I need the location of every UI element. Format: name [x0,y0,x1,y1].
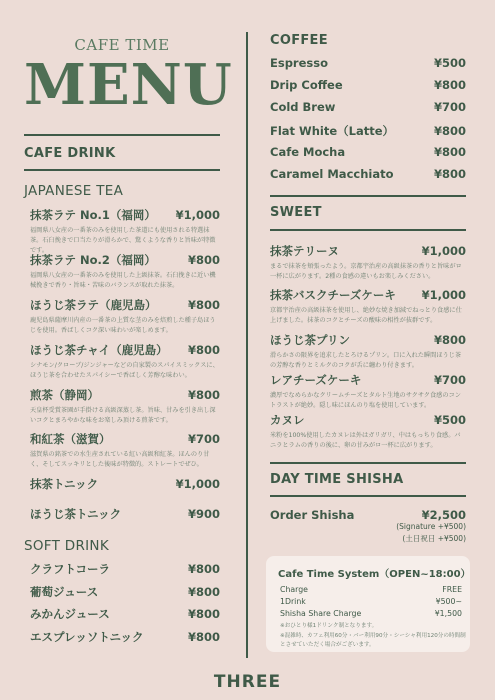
menu-item-matcha-latte-1 [30,207,220,256]
menu-item-mikan-juice [30,606,220,622]
menu-title: MENU [24,52,233,118]
system-note: ※おひとり様1ドリンク制となります。 [280,623,378,629]
item-price: ¥500 [433,56,466,70]
divider [24,169,220,171]
item-description: シナモン/クローブ/ジンジャーなどの自家製のスパイスミックスに、ほうじ茶を合わせたスパイシーで香ばしく芳醇な味わい。 [30,362,219,379]
system-label: Shisha Share Charge [280,609,362,618]
shisha-note-weekend: (土日祝日 +¥500) [402,534,466,543]
item-name: 抹茶ラテ No.1（福岡） [30,208,156,222]
section-sweet: SWEET [270,205,322,220]
item-price: ¥800 [433,145,466,159]
menu-item-rare-cheesecake [270,372,466,411]
item-price: ¥700 [187,432,220,446]
subsection-japanese-tea: JAPANESE TEA [24,183,124,199]
item-price: ¥800 [433,333,466,347]
item-price: ¥1,000 [175,477,220,491]
item-description: まるで抹茶を頬張ったよう。京都宇治産の高級抹茶の香りと旨味がロ一杯に広がります。2種の食感の違いもお楽しみください。 [270,263,462,280]
divider [270,229,466,231]
divider [270,495,466,497]
menu-item-flat-white [270,123,466,139]
cafe-time-heading: CAFE TIME [74,36,170,54]
system-row-shisha-share [280,609,462,618]
item-price: ¥800 [187,585,220,599]
menu-item-matcha-tonic [30,476,220,492]
item-price: ¥2,500 [421,508,466,522]
menu-item-order-shisha [270,508,466,522]
item-price: ¥800 [187,630,220,644]
item-name: ほうじ茶チャイ（鹿児島） [30,343,168,357]
item-price: ¥800 [433,167,466,181]
menu-item-cold-brew [270,100,466,114]
menu-item-grape-juice [30,584,220,600]
item-price: ¥800 [187,562,220,576]
menu-item-matcha-terrine [270,243,466,282]
item-name: 煎茶（静岡） [30,388,99,402]
system-value: ¥500~ [435,597,462,606]
menu-item-hojicha-chai [30,342,220,381]
menu-item-cafe-mocha [270,145,466,159]
item-description: 鹿児島県薩摩川内産の一番茶の上質な茎のみを焙煎した種子島ほうじを使用。香ばしくコク深い味わいが楽しめます。 [30,317,216,334]
menu-item-hojicha-pudding [270,332,466,371]
system-note: ※混雑時、カフェ利用60分・バー利用90分・シーシャ利用120分の時間制とさせていただく場合がございます。 [280,633,466,648]
item-price: ¥900 [187,507,220,521]
item-name: 抹茶テリーヌ [270,244,339,258]
item-price: ¥800 [433,124,466,138]
menu-item-matcha-basque-cheesecake [270,287,466,326]
item-price: ¥800 [187,607,220,621]
item-name: みかんジュース [30,607,110,621]
divider [24,134,220,136]
menu-item-espresso-tonic [30,629,220,645]
menu-item-hojicha-latte [30,297,220,336]
section-day-time-shisha: DAY TIME SHISHA [270,472,404,487]
item-price: ¥800 [187,253,220,267]
menu-item-caramel-macchiato [270,167,466,181]
menu-item-craft-cola [30,561,220,577]
item-name: Drip Coffee [270,78,343,92]
item-price: ¥1,000 [421,288,466,302]
item-description: 福岡県八女産の一番茶のみを使用した上級抹茶。石臼挽きに近い機械挽きで香り・旨味・苦味のバランスが取れた抹茶。 [30,272,216,289]
item-description: 天皇杯受賞茶園が手掛ける高級深蒸し茶。旨味、甘みを引き出し深いコクとまろやかな味をお楽しみ頂ける煎茶です。 [30,407,216,424]
item-name: 抹茶バスクチーズケーキ [270,288,396,302]
item-price: ¥800 [187,388,220,402]
item-name: Cold Brew [270,100,336,114]
item-name: ほうじ茶プリン [270,333,351,347]
vertical-divider [246,32,248,658]
item-name: ほうじ茶トニック [30,507,122,521]
system-label: 1Drink [280,597,306,606]
item-description: 米粉を100%使用したカヌレは外はガリガリ、中はもっちり食感。バニラとラムの香りの後に、卵の甘みがロ一杯に広がります。 [270,432,461,449]
item-name: Espresso [270,56,328,70]
system-title: Cafe Time System（OPEN~18:00） [278,569,471,580]
system-value: FREE [442,585,462,594]
cafe-time-system-box [266,556,470,652]
item-description: 京都宇治産の高級抹茶を使用し、絶妙な焼き加減でねっとり食感に仕上げました。抹茶のコクとチーズの酸味の相性が抜群です。 [270,307,462,324]
item-name: 抹茶トニック [30,477,99,491]
menu-item-wakocha [30,431,220,470]
subsection-soft-drink: SOFT DRINK [24,538,109,554]
item-name: 和紅茶（滋賀） [30,432,111,446]
divider [270,462,466,464]
item-price: ¥800 [187,298,220,312]
menu-item-drip-coffee [270,78,466,92]
item-description: 滋賀県の銘茶での水生産されている紅い高級和紅茶。ほんのり甘く、そしてスッキリとした後味が特徴的。ストレートでぜひ。 [30,451,210,468]
item-name: カヌレ [270,413,305,427]
system-value: ¥1,500 [434,609,462,618]
item-description: 滑らかさの限界を追求したとろけるプリン。口に入れた瞬間ほうじ茶の芳醇な香りとミルクのコクが舌に纏わり付きます。 [270,352,462,369]
item-name: Flat White（Latte） [270,124,395,138]
item-name: ほうじ茶ラテ（鹿児島） [30,298,157,312]
section-coffee: COFFEE [270,33,328,48]
item-price: ¥700 [433,100,466,114]
section-cafe-drink: CAFE DRINK [24,146,116,161]
item-price: ¥1,000 [421,244,466,258]
item-name: Cafe Mocha [270,145,346,159]
item-price: ¥1,000 [175,208,220,222]
item-name: エスプレッソトニック [30,630,144,644]
system-label: Charge [280,585,308,594]
item-name: レアチーズケーキ [270,373,362,387]
divider [270,195,466,197]
menu-item-matcha-latte-2 [30,252,220,291]
system-row-charge [280,585,462,594]
item-name: クラフトコーラ [30,562,111,576]
item-name: Order Shisha [270,508,355,522]
menu-item-hojicha-tonic [30,506,220,522]
item-price: ¥800 [187,343,220,357]
three-logo: THREE [213,672,282,692]
menu-item-canele [270,412,466,451]
shisha-note-signature: (Signature +¥500) [396,522,466,531]
item-name: 葡萄ジュース [30,585,99,599]
item-price: ¥800 [433,78,466,92]
item-name: Caramel Macchiato [270,167,394,181]
system-row-drink [280,597,462,606]
item-description: 福岡県八女産の一番茶のみを使用した茶道にも使用される特選抹茶。石臼挽きで口当たりが滑らかで、驚くような香りと旨味が特徴です。 [30,227,216,254]
menu-item-espresso [270,56,466,70]
item-price: ¥700 [433,373,466,387]
item-name: 抹茶ラテ No.2（福岡） [30,253,156,267]
item-price: ¥500 [433,413,466,427]
item-description: 濃厚でなめらかなクリームチーズとタルト生地のサクサク食感のコントラストが絶妙。隠し味にほんのり塩を使用しています。 [270,392,461,409]
menu-item-sencha [30,387,220,426]
